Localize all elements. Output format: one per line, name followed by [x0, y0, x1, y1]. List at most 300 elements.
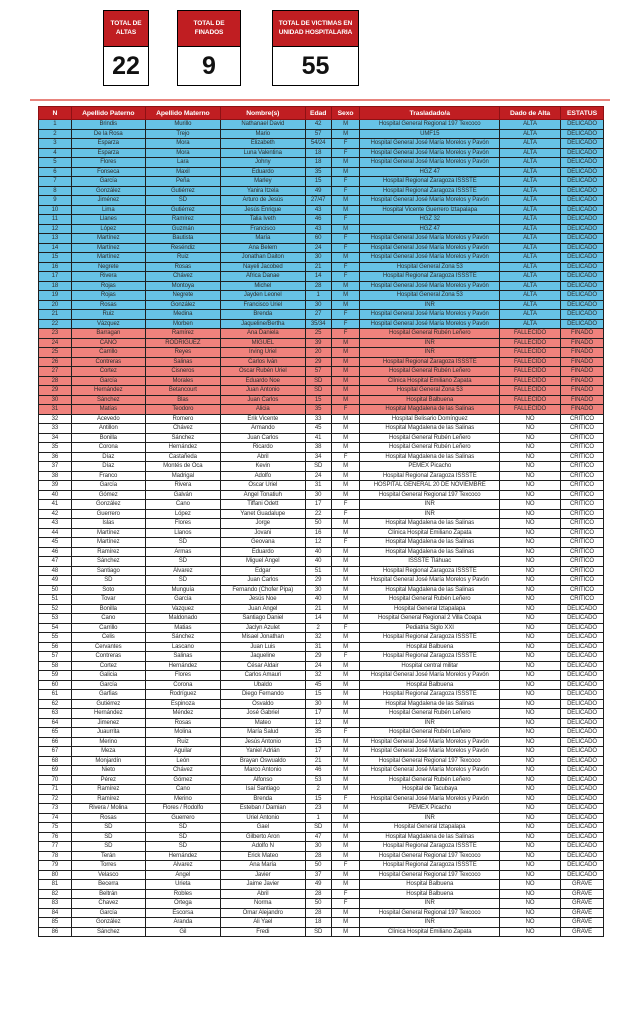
cell-sexo: M: [331, 224, 360, 234]
cell-edad: 2: [305, 785, 331, 795]
cell-edad: 49: [305, 880, 331, 890]
table-row: [39, 718, 604, 728]
cell-trasladado: Hospital General José María Morelos y Pavón: [360, 253, 500, 263]
cell-edad: 2: [305, 623, 331, 633]
cell-nombres: Gael: [220, 823, 305, 833]
cell-n: 15: [39, 253, 72, 263]
cell-apellido-materno: SD: [145, 832, 220, 842]
cell-apellido-materno: Blas: [145, 395, 220, 405]
cell-nombres: África Danae: [220, 272, 305, 282]
cell-apellido-materno: Munguía: [145, 585, 220, 595]
cell-estatus: GRAVE: [561, 908, 604, 918]
cell-apellido-materno: Alvarez: [145, 861, 220, 871]
cell-edad: 15: [305, 737, 331, 747]
cell-estatus: DELICADO: [561, 813, 604, 823]
cell-trasladado: Hospital General Regional 197 Texcoco: [360, 120, 500, 130]
total-victimas-hospital-label: TOTAL DE VICTIMAS EN UNIDAD HOSPITALARIA: [273, 11, 358, 47]
cell-sexo: F: [331, 234, 360, 244]
cell-dado-de-alta: ALTA: [500, 205, 561, 215]
cell-estatus: DELICADO: [561, 747, 604, 757]
cell-trasladado: INR: [360, 718, 500, 728]
cell-edad: 22: [305, 509, 331, 519]
cell-estatus: CRITICO: [561, 462, 604, 472]
cell-apellido-materno: Rosas: [145, 718, 220, 728]
cell-sexo: F: [331, 262, 360, 272]
cell-estatus: DELICADO: [561, 775, 604, 785]
cell-n: 27: [39, 367, 72, 377]
cell-edad: 35: [305, 405, 331, 415]
cell-estatus: DELICADO: [561, 642, 604, 652]
cell-nombres: Jayden Leonel: [220, 291, 305, 301]
cell-estatus: FINADO: [561, 376, 604, 386]
cell-trasladado: Hospital Balbuena: [360, 395, 500, 405]
cell-trasladado: Hospital Vicente Guerrero Iztapalapa: [360, 205, 500, 215]
cell-dado-de-alta: NO: [500, 908, 561, 918]
cell-apellido-materno: Hernández: [145, 851, 220, 861]
cell-sexo: M: [331, 604, 360, 614]
cell-sexo: M: [331, 785, 360, 795]
total-victimas-hospital-value: 55: [301, 51, 330, 80]
cell-n: 85: [39, 918, 72, 928]
cell-trasladado: Hospital General Regional 197 Texcoco: [360, 490, 500, 500]
cell-apellido-paterno: SD: [71, 576, 145, 586]
cell-apellido-materno: Cano: [145, 785, 220, 795]
cell-n: 60: [39, 680, 72, 690]
cell-nombres: Talia Iveth: [220, 215, 305, 225]
cell-trasladado: PEMEX Picacho: [360, 804, 500, 814]
cell-trasladado: HOSPITAL GENERAL 20 DE NOVIEMBRE: [360, 481, 500, 491]
table-row: [39, 699, 604, 709]
cell-edad: 12: [305, 538, 331, 548]
cell-estatus: DELICADO: [561, 718, 604, 728]
cell-n: 34: [39, 433, 72, 443]
cell-nombres: César Aldair: [220, 661, 305, 671]
cell-apellido-materno: Mora: [145, 148, 220, 158]
cell-apellido-paterno: Rosas: [71, 300, 145, 310]
cell-dado-de-alta: ALTA: [500, 291, 561, 301]
cell-apellido-paterno: García: [71, 481, 145, 491]
cell-nombres: MIGUEL: [220, 338, 305, 348]
cell-apellido-materno: SD: [145, 196, 220, 206]
cell-sexo: M: [331, 842, 360, 852]
cell-apellido-paterno: Cortez: [71, 661, 145, 671]
cell-n: 71: [39, 785, 72, 795]
cell-nombres: Francisco: [220, 224, 305, 234]
cell-edad: SD: [305, 823, 331, 833]
cell-edad: 43: [305, 205, 331, 215]
cell-dado-de-alta: NO: [500, 737, 561, 747]
table-row: [39, 424, 604, 434]
table-row: [39, 614, 604, 624]
cell-trasladado: Hospital General Regional 197 Texcoco: [360, 851, 500, 861]
cell-trasladado: PEMEX Picacho: [360, 462, 500, 472]
cell-apellido-paterno: Sánchez: [71, 927, 145, 937]
cell-edad: 45: [305, 680, 331, 690]
cell-apellido-paterno: García: [71, 908, 145, 918]
cell-nombres: Jesús Enrique: [220, 205, 305, 215]
cell-apellido-materno: Castañeda: [145, 452, 220, 462]
cell-edad: 28: [305, 281, 331, 291]
cell-estatus: CRITICO: [561, 500, 604, 510]
cell-apellido-paterno: Fonseca: [71, 167, 145, 177]
cell-trasladado: Hospital General José María Morelos y Pavón: [360, 766, 500, 776]
cell-trasladado: Hospital General José María Morelos y Pavón: [360, 576, 500, 586]
table-row: [39, 528, 604, 538]
cell-n: 69: [39, 766, 72, 776]
cell-trasladado: Hospital General José María Morelos y Pavón: [360, 158, 500, 168]
cell-trasladado: Hospital Regional Zaragoza ISSSTE: [360, 186, 500, 196]
cell-n: 63: [39, 709, 72, 719]
cell-n: 48: [39, 566, 72, 576]
cell-edad: 30: [305, 300, 331, 310]
cell-n: 76: [39, 832, 72, 842]
cell-edad: 50: [305, 899, 331, 909]
table-row: [39, 661, 604, 671]
cell-edad: 17: [305, 709, 331, 719]
table-row: [39, 728, 604, 738]
cell-n: 33: [39, 424, 72, 434]
table-row: [39, 253, 604, 263]
cell-estatus: DELICADO: [561, 794, 604, 804]
cell-sexo: F: [331, 243, 360, 253]
table-row: [39, 310, 604, 320]
cell-nombres: Santiago Daniel: [220, 614, 305, 624]
column-header-trasladado: Trasladado/a: [360, 107, 500, 120]
cell-trasladado: Hospital Balbuena: [360, 889, 500, 899]
cell-edad: 35: [305, 728, 331, 738]
cell-n: 12: [39, 224, 72, 234]
cell-apellido-paterno: Hernández: [71, 709, 145, 719]
cell-apellido-materno: Teodoro: [145, 405, 220, 415]
cell-apellido-materno: Ramírez: [145, 215, 220, 225]
cell-edad: 17: [305, 747, 331, 757]
cell-nombres: Jaclyn Azulet: [220, 623, 305, 633]
cell-apellido-paterno: Negrete: [71, 262, 145, 272]
cell-nombres: Norma: [220, 899, 305, 909]
cell-edad: 15: [305, 177, 331, 187]
cell-n: 23: [39, 329, 72, 339]
cell-apellido-paterno: Antillon: [71, 424, 145, 434]
cell-edad: 32: [305, 671, 331, 681]
cell-sexo: F: [331, 405, 360, 415]
cell-edad: 14: [305, 272, 331, 282]
cell-estatus: DELICADO: [561, 766, 604, 776]
cell-apellido-materno: Mora: [145, 139, 220, 149]
cell-apellido-materno: Montoya: [145, 281, 220, 291]
cell-trasladado: INR: [360, 300, 500, 310]
cell-estatus: FINADO: [561, 367, 604, 377]
cell-edad: 24: [305, 661, 331, 671]
cell-nombres: Ángel Tonatiuh: [220, 490, 305, 500]
cell-nombres: Luna Valentina: [220, 148, 305, 158]
cell-apellido-paterno: Sánchez: [71, 395, 145, 405]
cell-n: 44: [39, 528, 72, 538]
cell-edad: 60: [305, 234, 331, 244]
cell-edad: 39: [305, 338, 331, 348]
cell-edad: 40: [305, 547, 331, 557]
cell-nombres: Erick Mateo: [220, 851, 305, 861]
cell-trasladado: Hospital Regional Zaragoza ISSSTE: [360, 357, 500, 367]
cell-nombres: Carlos Amauri: [220, 671, 305, 681]
cell-trasladado: INR: [360, 348, 500, 358]
cell-nombres: Eduardo Noe: [220, 376, 305, 386]
cell-estatus: CRITICO: [561, 452, 604, 462]
cell-apellido-paterno: González: [71, 186, 145, 196]
column-header-apellido-paterno: Apellido Paterno: [71, 107, 145, 120]
cell-estatus: DELICADO: [561, 604, 604, 614]
cell-dado-de-alta: ALTA: [500, 253, 561, 263]
cell-trasladado: Hospital General Zona 53: [360, 262, 500, 272]
cell-apellido-paterno: Guerrero: [71, 509, 145, 519]
cell-apellido-paterno: Cervantes: [71, 642, 145, 652]
cell-apellido-materno: Ramírez: [145, 329, 220, 339]
table-row: [39, 813, 604, 823]
cell-apellido-materno: Bautista: [145, 234, 220, 244]
cell-apellido-materno: Matias: [145, 623, 220, 633]
cell-sexo: M: [331, 120, 360, 130]
cell-dado-de-alta: NO: [500, 471, 561, 481]
cell-dado-de-alta: NO: [500, 823, 561, 833]
cell-sexo: F: [331, 509, 360, 519]
table-row: [39, 576, 604, 586]
cell-dado-de-alta: ALTA: [500, 262, 561, 272]
cell-estatus: CRITICO: [561, 547, 604, 557]
cell-trasladado: Hospital General Rubén Leñero: [360, 367, 500, 377]
cell-edad: 1: [305, 813, 331, 823]
cell-nombres: Juan Carlos: [220, 395, 305, 405]
cell-nombres: Nathanael David: [220, 120, 305, 130]
table-row: [39, 158, 604, 168]
cell-trasladado: Hospital General Regional 197 Texcoco: [360, 908, 500, 918]
table-row: [39, 167, 604, 177]
cell-nombres: Alicia: [220, 405, 305, 415]
cell-apellido-paterno: Contreras: [71, 357, 145, 367]
cell-n: 73: [39, 804, 72, 814]
cell-dado-de-alta: NO: [500, 690, 561, 700]
table-row: [39, 395, 604, 405]
cell-nombres: Eduardo: [220, 547, 305, 557]
cell-apellido-materno: SD: [145, 842, 220, 852]
cell-apellido-paterno: González: [71, 500, 145, 510]
cell-edad: 21: [305, 756, 331, 766]
cell-nombres: Ricardo: [220, 443, 305, 453]
table-row: [39, 291, 604, 301]
cell-edad: 12: [305, 718, 331, 728]
cell-apellido-materno: Gil: [145, 927, 220, 937]
cell-apellido-paterno: Becerra: [71, 880, 145, 890]
table-row: [39, 623, 604, 633]
cell-trasladado: Hospital Magdalena de las Salinas: [360, 538, 500, 548]
cell-edad: 32: [305, 633, 331, 643]
cell-edad: 34: [305, 452, 331, 462]
cell-apellido-materno: Chávez: [145, 424, 220, 434]
cell-apellido-materno: Aranda: [145, 918, 220, 928]
cell-estatus: DELICADO: [561, 671, 604, 681]
cell-sexo: F: [331, 139, 360, 149]
cell-apellido-materno: Hernández: [145, 661, 220, 671]
cell-n: 41: [39, 500, 72, 510]
cell-estatus: FINADO: [561, 329, 604, 339]
cell-trasladado: Clínica Hospital Emiliano Zapata: [360, 927, 500, 937]
cell-sexo: M: [331, 205, 360, 215]
cell-apellido-materno: Ángel: [145, 870, 220, 880]
cell-apellido-materno: Flores: [145, 671, 220, 681]
cell-edad: 20: [305, 348, 331, 358]
cell-nombres: Adolfo: [220, 471, 305, 481]
cell-sexo: M: [331, 167, 360, 177]
table-row: [39, 300, 604, 310]
cell-n: 53: [39, 614, 72, 624]
cell-trasladado: Hospital Regional Zaragoza ISSSTE: [360, 861, 500, 871]
cell-trasladado: INR: [360, 338, 500, 348]
cell-trasladado: Hospital General José María Morelos y Pavón: [360, 671, 500, 681]
cell-edad: 42: [305, 120, 331, 130]
cell-sexo: M: [331, 870, 360, 880]
table-row: [39, 481, 604, 491]
cell-n: 59: [39, 671, 72, 681]
cell-edad: 46: [305, 215, 331, 225]
cell-n: 37: [39, 462, 72, 472]
cell-dado-de-alta: NO: [500, 709, 561, 719]
cell-n: 64: [39, 718, 72, 728]
cell-nombres: Mateo: [220, 718, 305, 728]
cell-n: 3: [39, 139, 72, 149]
cell-sexo: M: [331, 680, 360, 690]
cell-dado-de-alta: ALTA: [500, 148, 561, 158]
cell-nombres: Ana María: [220, 861, 305, 871]
cell-edad: 30: [305, 842, 331, 852]
cell-apellido-paterno: Ramírez: [71, 785, 145, 795]
cell-edad: 45: [305, 424, 331, 434]
cell-edad: 24: [305, 243, 331, 253]
cell-estatus: DELICADO: [561, 243, 604, 253]
table-row: [39, 376, 604, 386]
cell-sexo: M: [331, 709, 360, 719]
cell-nombres: Fernando (Chofer Pipa): [220, 585, 305, 595]
cell-estatus: CRITICO: [561, 519, 604, 529]
cell-trasladado: Hospital General Iztapalapa: [360, 823, 500, 833]
cell-apellido-materno: Flores / Rodolfo: [145, 804, 220, 814]
cell-apellido-materno: RODRIGUEZ: [145, 338, 220, 348]
cell-edad: 25: [305, 329, 331, 339]
cell-dado-de-alta: NO: [500, 642, 561, 652]
cell-trasladado: INR: [360, 500, 500, 510]
cell-estatus: DELICADO: [561, 851, 604, 861]
cell-estatus: DELICADO: [561, 148, 604, 158]
cell-sexo: M: [331, 424, 360, 434]
cell-apellido-paterno: Contreras: [71, 652, 145, 662]
cell-edad: 15: [305, 794, 331, 804]
cell-sexo: M: [331, 414, 360, 424]
cell-apellido-materno: Hernández: [145, 443, 220, 453]
cell-apellido-paterno: Tovar: [71, 595, 145, 605]
cell-trasladado: INR: [360, 918, 500, 928]
cell-apellido-paterno: Rosas: [71, 813, 145, 823]
table-row: [39, 870, 604, 880]
cell-nombres: Misael Jonathan: [220, 633, 305, 643]
cell-sexo: M: [331, 158, 360, 168]
cell-nombres: Isaí Santiago: [220, 785, 305, 795]
cell-apellido-materno: Álvarez: [145, 566, 220, 576]
cell-edad: 17: [305, 500, 331, 510]
cell-n: 66: [39, 737, 72, 747]
cell-sexo: M: [331, 775, 360, 785]
cell-trasladado: Hospital Magdalena de las Salinas: [360, 452, 500, 462]
cell-n: 35: [39, 443, 72, 453]
cell-edad: 15: [305, 690, 331, 700]
cell-estatus: DELICADO: [561, 158, 604, 168]
cell-sexo: F: [331, 148, 360, 158]
cell-estatus: DELICADO: [561, 224, 604, 234]
table-row: [39, 766, 604, 776]
table-row: [39, 338, 604, 348]
cell-estatus: CRITICO: [561, 509, 604, 519]
table-row: [39, 566, 604, 576]
cell-sexo: M: [331, 908, 360, 918]
cell-edad: 41: [305, 433, 331, 443]
cell-estatus: DELICADO: [561, 120, 604, 130]
cell-sexo: F: [331, 329, 360, 339]
cell-apellido-materno: Salinas: [145, 357, 220, 367]
cell-apellido-paterno: Martínez: [71, 234, 145, 244]
cell-dado-de-alta: ALTA: [500, 196, 561, 206]
table-row: [39, 737, 604, 747]
cell-apellido-materno: Negrete: [145, 291, 220, 301]
cell-nombres: Alfonso: [220, 775, 305, 785]
cell-sexo: M: [331, 585, 360, 595]
cell-n: 84: [39, 908, 72, 918]
cell-nombres: Tiffani Odett: [220, 500, 305, 510]
cell-n: 25: [39, 348, 72, 358]
cell-estatus: CRITICO: [561, 471, 604, 481]
cell-estatus: DELICADO: [561, 262, 604, 272]
cell-estatus: DELICADO: [561, 205, 604, 215]
table-row: [39, 842, 604, 852]
cell-sexo: M: [331, 376, 360, 386]
cell-apellido-materno: Cano: [145, 500, 220, 510]
cell-sexo: M: [331, 300, 360, 310]
cell-sexo: M: [331, 851, 360, 861]
cell-estatus: DELICADO: [561, 614, 604, 624]
header-row: [39, 107, 604, 120]
cell-sexo: M: [331, 357, 360, 367]
cell-n: 61: [39, 690, 72, 700]
table-row: [39, 272, 604, 282]
table-row: [39, 357, 604, 367]
cell-trasladado: Hospital General José María Morelos y Pavón: [360, 148, 500, 158]
cell-trasladado: Hospital General Zona 53: [360, 291, 500, 301]
cell-estatus: DELICADO: [561, 234, 604, 244]
cell-edad: 28: [305, 851, 331, 861]
cell-sexo: M: [331, 804, 360, 814]
cell-n: 42: [39, 509, 72, 519]
cell-nombres: Elizabeth: [220, 139, 305, 149]
cell-trasladado: Hospital Regional Zaragoza ISSSTE: [360, 177, 500, 187]
cell-estatus: DELICADO: [561, 129, 604, 139]
cell-sexo: M: [331, 918, 360, 928]
cell-apellido-paterno: Cortez: [71, 367, 145, 377]
cell-apellido-paterno: López: [71, 224, 145, 234]
cell-dado-de-alta: ALTA: [500, 281, 561, 291]
cell-nombres: Juan Carlos: [220, 576, 305, 586]
cell-n: 13: [39, 234, 72, 244]
cell-apellido-materno: Maxil: [145, 167, 220, 177]
cell-n: 9: [39, 196, 72, 206]
cell-nombres: Eduardo: [220, 167, 305, 177]
cell-apellido-materno: Corona: [145, 680, 220, 690]
column-header-edad: Edad: [305, 107, 331, 120]
cell-apellido-paterno: Martínez: [71, 253, 145, 263]
